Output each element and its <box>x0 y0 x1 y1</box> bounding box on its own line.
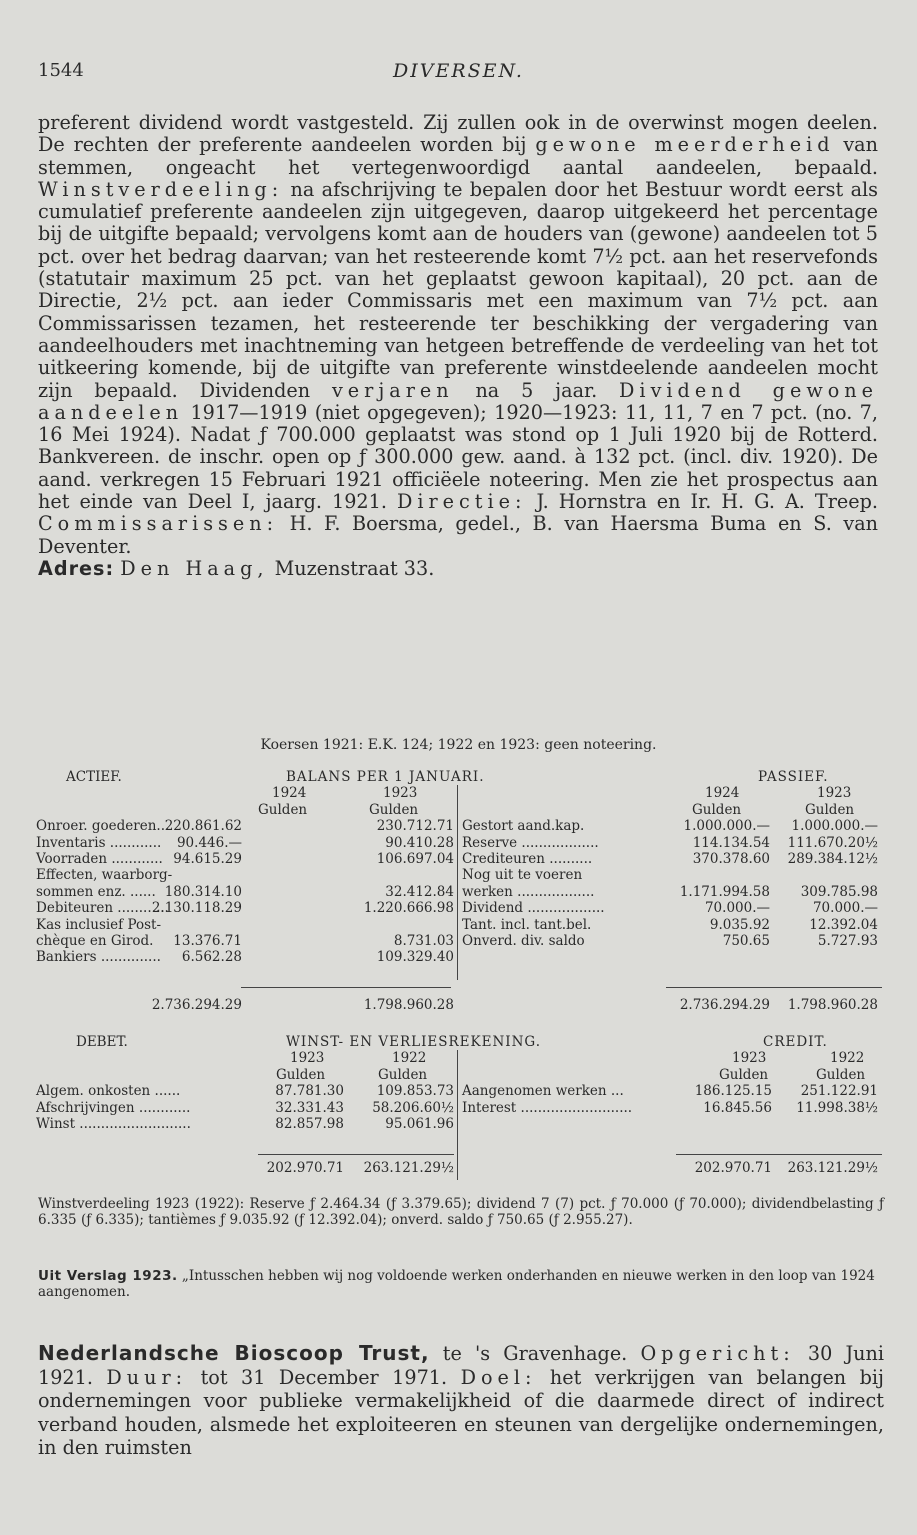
passief-item-label: Gestort aand.kap. <box>462 818 585 835</box>
total-cell: 263.121.29½ <box>787 1160 878 1176</box>
winstverdeeling-note: Winstverdeeling 1923 (1922): Reserve ƒ 2.464.34 (ƒ 3.379.65); dividend 7 (7) pct. ƒ 70.000 (ƒ 70.000); dividendbelasting ƒ 6.335 (ƒ 6.335); tantièmes ƒ 9.035.92 (ƒ 12.392.04); onverd. saldo ƒ 750.65 (ƒ 2.955.27). <box>38 1196 884 1229</box>
actief-item-label: sommen enz. ...... <box>36 883 156 900</box>
year-col-1: 1924 <box>272 785 307 802</box>
passief-item-label: Nog uit te voeren <box>462 867 583 884</box>
passief-value-1923: 111.670.20½ <box>787 834 878 851</box>
actief-value-1924: 90.446.— <box>176 834 242 851</box>
text-segment: te 's Gravenhage. <box>429 1342 641 1365</box>
text-segment: tot 31 December 1971. <box>187 1365 461 1389</box>
passief-value-1923: 70.000.— <box>812 900 878 917</box>
actief-value-1923: 90.410.28 <box>385 834 454 851</box>
text-segment: na 5 jaar. <box>453 378 620 402</box>
spaced-term: Opgericht: <box>640 1342 795 1365</box>
table-row <box>36 1116 882 1132</box>
unit-col-4: Gulden <box>805 801 855 818</box>
unit-col-3: Gulden <box>719 1066 769 1083</box>
actief-value-1924: 13.376.71 <box>173 932 242 949</box>
passief-value-1924: 370.378.60 <box>692 850 770 867</box>
passief-value-1923: 309.785.98 <box>800 883 878 900</box>
actief-item-label: chèque en Girod. <box>36 932 154 949</box>
text-segment: na afschrijving te bepalen door het Bestuur wordt eerst als cumulatief preferente aandeelen zijn uitgegeven, daarop uitgekeerd het percentage bij de uitgifte bepaald; vervolgens komt aan de houders van (gewone) aandeelen tot 5 pct. over het bedrag daarvan; van het resteerende komt 7½ pct. aan het reservefonds (statutair maximum 25 pct. van het geplaatst gewoon kapitaal), 20 pct. aan de Directie, 2½ pct. aan ieder Commissaris met een maximum van 7½ pct. aan Commissarissen tezamen, het resteerende ter beschikking der vergadering van aandeelhouders met inachtneming van hetgeen betreffende de verdeeling van het tot uitkeering komende, bij de uitgifte van preferente winstdeelende aandeelen mocht zijn bepaald. Dividenden <box>38 177 878 402</box>
table-row <box>36 884 882 900</box>
actief-label: ACTIEF. <box>66 769 122 785</box>
balans-total-row <box>36 997 882 1013</box>
unit-col-2: Gulden <box>369 801 419 818</box>
balans-rows <box>36 818 882 966</box>
page-number: 1544 <box>38 60 84 81</box>
winst-title: WINST- EN VERLIESREKENING. <box>286 1034 542 1050</box>
credit-value-1923: 16.845.56 <box>703 1099 772 1116</box>
company-entry <box>38 1342 884 1460</box>
passief-value-1924: 1.000.000.— <box>683 818 770 835</box>
total-rule-right <box>666 987 882 988</box>
actief-value-1924: 220.861.62 <box>164 818 242 835</box>
debet-value-1923: 87.781.30 <box>275 1083 344 1100</box>
body-paragraph <box>38 112 878 580</box>
verslag-text: „Intusschen hebben wij nog voldoende werken onderhanden en nieuwe werken in den loop van 1924 aangenomen. <box>38 1268 875 1301</box>
text-segment: J. Hornstra en Ir. H. G. A. Treep. <box>526 490 878 514</box>
credit-item-label: Aangenomen werken ... <box>462 1083 624 1100</box>
adres-city: Den Haag, <box>120 556 269 580</box>
table-row <box>36 900 882 916</box>
text-segment: van stemmen, ongeacht het vertegenwoordigd aantal aandeelen, bepaald. <box>38 133 878 179</box>
unit-col-1: Gulden <box>276 1066 326 1083</box>
table-row <box>36 851 882 867</box>
credit-value-1922: 11.998.38½ <box>796 1099 878 1116</box>
year-col-3: 1923 <box>732 1050 767 1067</box>
text-segment: 1917—1919 (niet opgegeven); 1920—1923: 11, 11, 7 en 7 pct. (no. 7, 16 Mei 1924). Nadat ƒ 700.000 geplaatst was stond op 1 Juli 1920 bij de Rotterd. Bankvereen. de inschr. open op ƒ 300.000 gew. aand. à 132 pct. (incl. div. 1920). De aand. verkregen 15 Februari 1921 officiëele noteering. Men zie het prospectus aan het einde van Deel I, jaarg. 1921. <box>38 400 878 514</box>
unit-col-1: Gulden <box>258 801 308 818</box>
actief-value-1923: 32.412.84 <box>385 883 454 900</box>
debet-value-1922: 95.061.96 <box>385 1115 454 1132</box>
actief-value-1923: 1.220.666.98 <box>363 900 454 917</box>
running-title: DIVERSEN. <box>393 60 524 82</box>
year-col-3: 1924 <box>705 785 740 802</box>
year-col-4: 1923 <box>817 785 852 802</box>
passief-item-label: Reserve .................. <box>462 834 599 851</box>
actief-value-1924: 6.562.28 <box>181 949 242 966</box>
unit-col-2: Gulden <box>378 1066 428 1083</box>
adres-label: Adres: <box>38 556 115 580</box>
total-rule-right <box>676 1154 882 1155</box>
year-col-1: 1923 <box>290 1050 325 1067</box>
passief-item-label: Tant. incl. tant.bel. <box>462 916 592 933</box>
total-cell: 202.970.71 <box>266 1160 344 1176</box>
spaced-term: Doel: <box>460 1365 537 1389</box>
passief-value-1923: 1.000.000.— <box>791 818 878 835</box>
spaced-term: gewone meerderheid <box>535 133 835 157</box>
actief-value-1923: 8.731.03 <box>393 932 454 949</box>
text-segment: 30 Juni 1921. <box>38 1342 884 1389</box>
credit-label: CREDIT. <box>763 1034 828 1050</box>
balans-title: BALANS PER 1 JANUARI. <box>286 769 485 785</box>
winst-heading-row <box>36 1034 882 1050</box>
total-rule-left <box>258 1154 454 1155</box>
passief-item-label: Onverd. div. saldo <box>462 932 585 949</box>
column-separator <box>457 785 458 980</box>
year-col-2: 1923 <box>383 785 418 802</box>
actief-item-label: Kas inclusief Post- <box>36 916 162 933</box>
passief-item-label: werken .................. <box>462 883 595 900</box>
actief-value-1923: 106.697.04 <box>376 850 454 867</box>
total-rule-left <box>241 987 451 988</box>
unit-col-3: Gulden <box>692 801 742 818</box>
spaced-term: Commissarissen: <box>38 512 279 536</box>
actief-value-1923: 109.329.40 <box>376 949 454 966</box>
debet-value-1923: 32.331.43 <box>275 1099 344 1116</box>
total-cell: 263.121.29½ <box>363 1160 454 1176</box>
passief-item-label: Crediteuren .......... <box>462 850 593 867</box>
balans-heading-row <box>36 769 882 785</box>
passief-value-1923: 5.727.93 <box>817 932 878 949</box>
passief-value-1924: 114.134.54 <box>692 834 770 851</box>
text-segment: het verkrijgen van belangen bij ondernemingen voor publieke vermakelijkheid of die daarmede direct of indirect verband houden, alsmede het exploiteeren en steunen van dergelijke ondernemingen, in den ruimsten <box>38 1365 884 1459</box>
spaced-term: Dividend gewone aandeelen <box>38 378 879 424</box>
actief-value-1923: 230.712.71 <box>376 818 454 835</box>
debet-item-label: Winst .......................... <box>36 1115 191 1132</box>
passief-value-1924: 750.65 <box>722 932 770 949</box>
unit-col-4: Gulden <box>816 1066 866 1083</box>
debet-label: DEBET. <box>76 1034 128 1050</box>
spaced-term: Duur: <box>106 1365 188 1389</box>
debet-value-1922: 109.853.73 <box>376 1083 454 1100</box>
spaced-term: Winstverdeeling: <box>38 177 284 201</box>
balans-unit-row <box>36 802 882 818</box>
total-cell: 202.970.71 <box>694 1160 772 1176</box>
actief-item-label: Inventaris ............ <box>36 834 162 851</box>
debet-item-label: Afschrijvingen ............ <box>36 1099 191 1116</box>
winst-total-row <box>36 1160 882 1176</box>
total-cell: 2.736.294.29 <box>151 997 242 1013</box>
actief-value-1924: 2.130.118.29 <box>151 900 242 917</box>
text-segment: H. F. Boersma, gedel., B. van Haersma Buma en S. van Deventer. <box>38 512 878 558</box>
actief-item-label: Onroer. goederen... <box>36 818 170 835</box>
table-row <box>36 867 882 883</box>
adres-street: Muzenstraat 33. <box>268 556 435 580</box>
verslag-label: Uit Verslag 1923. <box>38 1268 178 1284</box>
spaced-term: Directie: <box>396 490 527 514</box>
total-cell: 1.798.960.28 <box>363 997 454 1013</box>
credit-value-1923: 186.125.15 <box>694 1083 772 1100</box>
koersen-line: Koersen 1921: E.K. 124; 1922 en 1923: geen noteering. <box>260 737 657 753</box>
credit-item-label: Interest .......................... <box>462 1099 633 1116</box>
balans-table <box>36 769 882 1013</box>
total-cell: 2.736.294.29 <box>679 997 770 1013</box>
passief-item-label: Dividend .................. <box>462 900 605 917</box>
debet-item-label: Algem. onkosten ...... <box>36 1083 181 1100</box>
debet-value-1923: 82.857.98 <box>275 1115 344 1132</box>
balans-year-row <box>36 785 882 801</box>
winst-table <box>36 1034 882 1176</box>
verslag-note <box>38 1268 884 1301</box>
actief-value-1924: 94.615.29 <box>173 850 242 867</box>
table-row <box>36 917 882 933</box>
actief-item-label: Debiteuren ............ <box>36 900 169 917</box>
debet-value-1922: 58.206.60½ <box>372 1099 454 1116</box>
passief-label: PASSIEF. <box>758 769 829 785</box>
text-segment: preferent dividend wordt vastgesteld. Zij zullen ook in de overwinst mogen deelen. De rechten der preferente aandeelen worden bij <box>38 111 878 157</box>
credit-value-1922: 251.122.91 <box>800 1083 878 1100</box>
year-col-4: 1922 <box>830 1050 865 1067</box>
company-name: Nederlandsche Bioscoop Trust, <box>38 1341 430 1365</box>
table-row <box>36 835 882 851</box>
passief-value-1924: 9.035.92 <box>709 916 770 933</box>
winst-rows <box>36 1083 882 1132</box>
year-col-2: 1922 <box>392 1050 427 1067</box>
passief-value-1924: 70.000.— <box>704 900 770 917</box>
actief-value-1924: 180.314.10 <box>164 883 242 900</box>
table-row <box>36 933 882 949</box>
spaced-term: verjaren <box>331 378 454 402</box>
table-row <box>36 949 882 965</box>
winst-year-row <box>36 1050 882 1066</box>
table-row <box>36 1083 882 1099</box>
total-cell: 1.798.960.28 <box>787 997 878 1013</box>
actief-item-label: Bankiers .............. <box>36 949 161 966</box>
passief-value-1924: 1.171.994.58 <box>679 883 770 900</box>
actief-item-label: Effecten, waarborg- <box>36 867 173 884</box>
table-row <box>36 1100 882 1116</box>
table-row <box>36 818 882 834</box>
winst-unit-row <box>36 1067 882 1083</box>
actief-item-label: Voorraden ............ <box>36 850 163 867</box>
passief-value-1923: 12.392.04 <box>809 916 878 933</box>
passief-value-1923: 289.384.12½ <box>787 850 878 867</box>
